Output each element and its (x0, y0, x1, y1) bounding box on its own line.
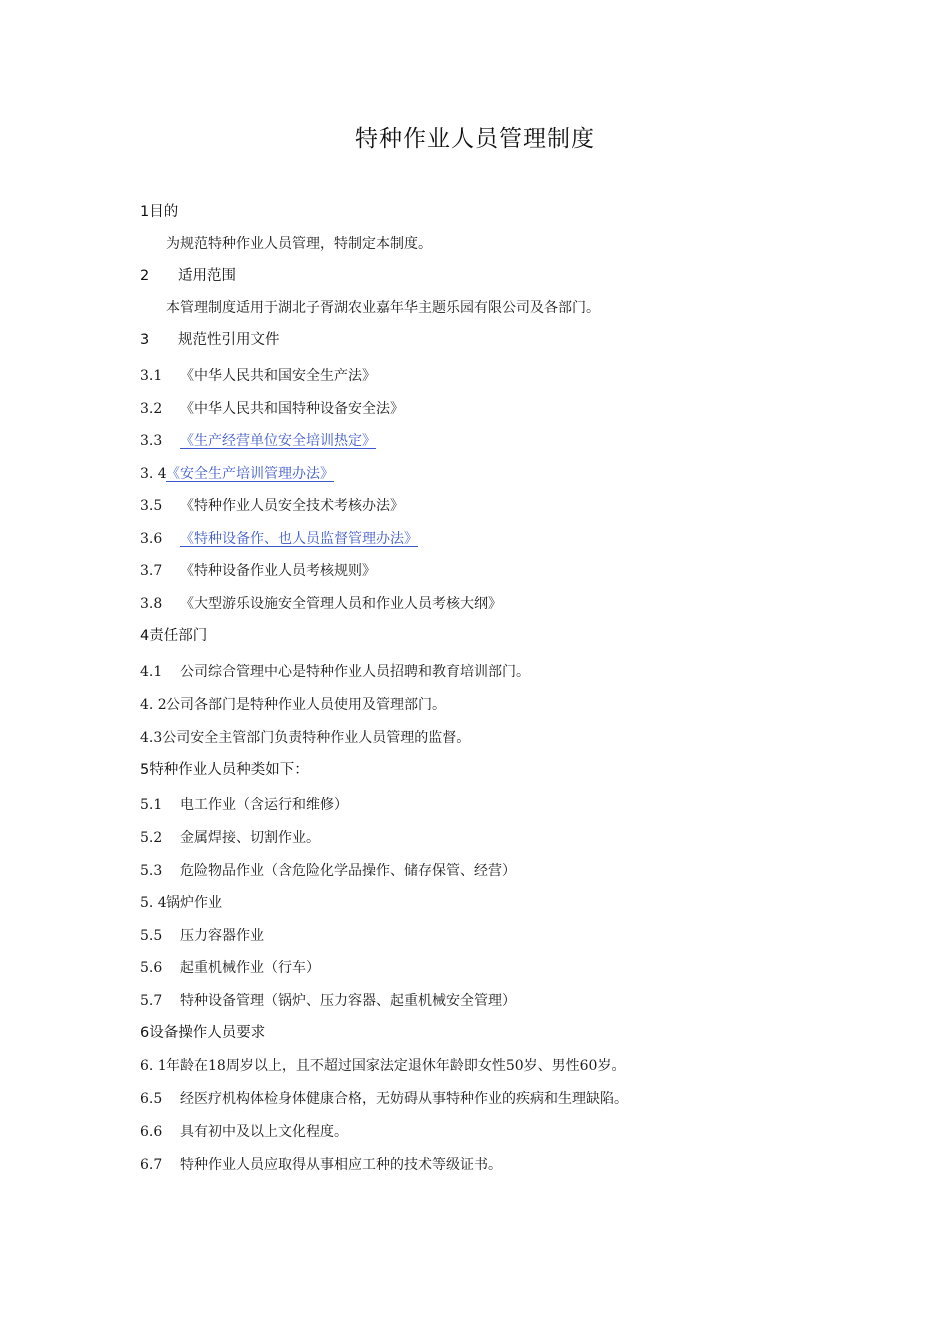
section-number: 3 (140, 332, 150, 348)
section-number: 1 (140, 204, 150, 220)
section-label: 目的 (149, 204, 179, 220)
section-label: 设备操作人员要求 (149, 1025, 266, 1041)
reference-link[interactable]: 《安全生产培训管理办法》 (166, 466, 334, 482)
list-item: 5.6 起重机械作业（行车） (140, 960, 320, 976)
section-body-scope: 本管理制度适用于湖北子胥湖农业嘉年华主题乐园有限公司及各部门。 (166, 300, 600, 316)
section-number: 6 (140, 1025, 150, 1041)
list-item: 5. 4锅炉作业 (140, 895, 222, 911)
list-item: 6. 1年龄在18周岁以上，且不超过国家法定退休年龄即女性50岁、男性60岁。 (140, 1058, 626, 1074)
section-label: 规范性引用文件 (178, 332, 280, 348)
reference-item: 3.6 《特种设备作、也人员监督管理办法》 (140, 531, 418, 547)
section-label: 特种作业人员种类如下： (149, 762, 309, 778)
section-number: 4 (140, 628, 150, 644)
section-heading-references (140, 330, 280, 350)
list-item: 6.6 具有初中及以上文化程度。 (140, 1124, 348, 1140)
section-label: 适用范围 (178, 268, 236, 284)
reference-item: 3.7 《特种设备作业人员考核规则》 (140, 563, 376, 579)
section-body-purpose: 为规范特种作业人员管理，特制定本制度。 (166, 236, 432, 252)
list-item: 5.2 金属焊接、切割作业。 (140, 830, 320, 846)
section-heading-requirements (140, 1023, 265, 1043)
list-item: 5.1 电工作业（含运行和维修） (140, 797, 348, 813)
section-heading-categories (140, 760, 309, 780)
list-item: 5.7 特种设备管理（锅炉、压力容器、起重机械安全管理） (140, 993, 516, 1009)
section-number: 5 (140, 762, 150, 778)
list-item: 6.5 经医疗机构体检身体健康合格，无妨碍从事特种作业的疾病和生理缺陷。 (140, 1091, 628, 1107)
list-item: 4.3公司安全主管部门负责特种作业人员管理的监督。 (140, 730, 471, 746)
reference-link[interactable]: 《特种设备作、也人员监督管理办法》 (180, 531, 418, 547)
section-heading-responsibility (140, 626, 207, 646)
reference-link[interactable]: 《生产经营单位安全培训热定》 (180, 433, 376, 449)
reference-item: 3.1 《中华人民共和国安全生产法》 (140, 368, 376, 384)
list-item: 4.1 公司综合管理中心是特种作业人员招聘和教育培训部门。 (140, 664, 530, 680)
section-heading-purpose (140, 202, 178, 222)
section-number: 2 (140, 268, 150, 284)
list-item: 6.7 特种作业人员应取得从事相应工种的技术等级证书。 (140, 1157, 502, 1173)
section-label: 责任部门 (149, 628, 208, 644)
list-item: 4. 2公司各部门是特种作业人员使用及管理部门。 (140, 697, 446, 713)
reference-item: 3.8 《大型游乐设施安全管理人员和作业人员考核大纲》 (140, 596, 502, 612)
reference-item: 3.2 《中华人民共和国特种设备安全法》 (140, 401, 404, 417)
reference-item: 3.5 《特种作业人员安全技术考核办法》 (140, 498, 404, 514)
page-title: 特种作业人员管理制度 (355, 126, 595, 152)
list-item: 5.5 压力容器作业 (140, 928, 264, 944)
section-heading-scope (140, 266, 236, 286)
list-item: 5.3 危险物品作业（含危险化学品操作、储存保管、经营） (140, 863, 516, 879)
reference-item: 3.3 《生产经营单位安全培训热定》 (140, 433, 376, 449)
reference-item: 3. 4《安全生产培训管理办法》 (140, 466, 334, 482)
